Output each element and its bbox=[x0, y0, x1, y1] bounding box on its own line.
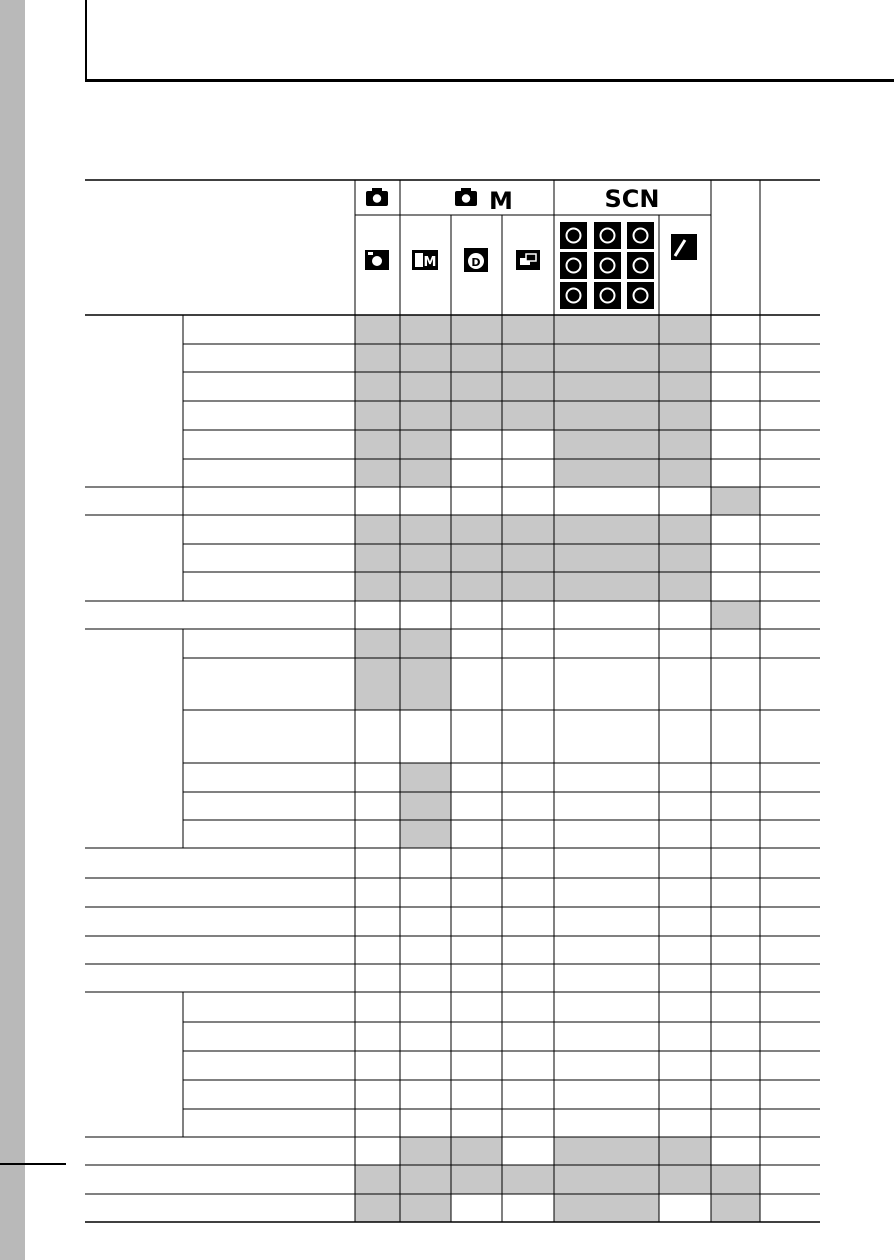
availability-cell-shaded bbox=[355, 515, 400, 544]
digital-macro-icon-letter: D bbox=[471, 256, 481, 269]
availability-cell-shaded bbox=[400, 459, 451, 487]
availability-cell-shaded bbox=[451, 544, 502, 572]
availability-cell-shaded bbox=[355, 544, 400, 572]
availability-cell-shaded bbox=[400, 1194, 451, 1222]
availability-cell-shaded bbox=[451, 572, 502, 601]
availability-cell-shaded bbox=[400, 344, 451, 372]
availability-cell-shaded bbox=[400, 572, 451, 601]
availability-cell-shaded bbox=[400, 658, 451, 710]
availability-cell-shaded bbox=[355, 430, 400, 459]
availability-cell-shaded bbox=[554, 372, 659, 401]
availability-cell-shaded bbox=[355, 658, 400, 710]
availability-cell-shaded bbox=[554, 459, 659, 487]
foliage-icon bbox=[594, 252, 621, 279]
aquarium-icon bbox=[627, 282, 654, 309]
night-scene-icon bbox=[594, 222, 621, 249]
availability-cell-shaded bbox=[400, 544, 451, 572]
availability-cell-shaded bbox=[554, 344, 659, 372]
availability-cell-shaded bbox=[554, 544, 659, 572]
availability-cell-shaded bbox=[400, 629, 451, 658]
availability-cell-shaded bbox=[659, 515, 711, 544]
availability-cell-shaded bbox=[400, 763, 451, 792]
availability-cell-shaded bbox=[400, 430, 451, 459]
availability-cell-shaded bbox=[400, 515, 451, 544]
availability-cell-shaded bbox=[355, 459, 400, 487]
availability-cell-shaded bbox=[502, 572, 554, 601]
availability-cell-shaded bbox=[451, 1137, 502, 1165]
availability-cell-shaded bbox=[554, 1137, 659, 1165]
availability-cell-shaded bbox=[554, 515, 659, 544]
stitch-assist-icon bbox=[516, 250, 540, 270]
availability-cell-shaded bbox=[502, 372, 554, 401]
availability-cell-shaded bbox=[355, 629, 400, 658]
availability-cell-shaded bbox=[659, 1137, 711, 1165]
availability-cell-shaded bbox=[400, 315, 451, 344]
availability-cell-shaded bbox=[659, 1165, 711, 1194]
portrait-icon bbox=[560, 222, 587, 249]
availability-cell-shaded bbox=[451, 315, 502, 344]
availability-cell-shaded bbox=[400, 1165, 451, 1194]
availability-cell-shaded bbox=[554, 572, 659, 601]
availability-cell-shaded bbox=[502, 344, 554, 372]
availability-cell-shaded bbox=[502, 544, 554, 572]
beach-icon bbox=[560, 282, 587, 309]
availability-cell-shaded bbox=[451, 401, 502, 430]
manual-mode-letter: M bbox=[489, 187, 513, 215]
availability-cell-shaded bbox=[554, 315, 659, 344]
availability-cell-shaded bbox=[659, 544, 711, 572]
availability-cell-shaded bbox=[400, 1137, 451, 1165]
kids-pets-icon bbox=[627, 222, 654, 249]
availability-cell-shaded bbox=[502, 515, 554, 544]
availability-cell-shaded bbox=[355, 344, 400, 372]
availability-cell-shaded bbox=[355, 1165, 400, 1194]
scene-mode-label: SCN bbox=[604, 185, 660, 213]
availability-cell-shaded bbox=[451, 372, 502, 401]
availability-cell-shaded bbox=[502, 401, 554, 430]
fireworks-icon bbox=[594, 282, 621, 309]
availability-cell-shaded bbox=[355, 1194, 400, 1222]
availability-cell-shaded bbox=[355, 315, 400, 344]
availability-cell-shaded bbox=[451, 1165, 502, 1194]
party-icon bbox=[560, 252, 587, 279]
availability-cell-shaded bbox=[355, 572, 400, 601]
availability-cell-shaded bbox=[355, 401, 400, 430]
availability-cell-shaded bbox=[659, 372, 711, 401]
availability-cell-shaded bbox=[554, 401, 659, 430]
availability-cell-shaded bbox=[659, 430, 711, 459]
availability-cell-shaded bbox=[711, 601, 760, 629]
availability-cell-shaded bbox=[711, 1194, 760, 1222]
auto-mode-icon bbox=[365, 250, 389, 270]
availability-cell-shaded bbox=[400, 401, 451, 430]
color-accent-icon bbox=[671, 234, 697, 260]
availability-cell-shaded bbox=[659, 459, 711, 487]
availability-cell-shaded bbox=[711, 1165, 760, 1194]
availability-cell-shaded bbox=[554, 1165, 659, 1194]
availability-cell-shaded bbox=[554, 1194, 659, 1222]
availability-cell-shaded bbox=[711, 487, 760, 515]
availability-cell-shaded bbox=[554, 430, 659, 459]
availability-cell-shaded bbox=[502, 1165, 554, 1194]
availability-cell-shaded bbox=[400, 820, 451, 848]
snow-icon bbox=[627, 252, 654, 279]
availability-cell-shaded bbox=[355, 372, 400, 401]
manual-mode-icon-letter: M bbox=[423, 255, 437, 270]
availability-cell-shaded bbox=[659, 344, 711, 372]
availability-cell-shaded bbox=[659, 572, 711, 601]
availability-cell-shaded bbox=[502, 315, 554, 344]
availability-cell-shaded bbox=[400, 792, 451, 820]
manual-camera-icon bbox=[455, 188, 477, 206]
availability-cell-shaded bbox=[451, 344, 502, 372]
availability-cell-shaded bbox=[451, 515, 502, 544]
availability-cell-shaded bbox=[659, 401, 711, 430]
auto-camera-icon bbox=[366, 188, 388, 206]
availability-cell-shaded bbox=[659, 315, 711, 344]
availability-cell-shaded bbox=[400, 372, 451, 401]
